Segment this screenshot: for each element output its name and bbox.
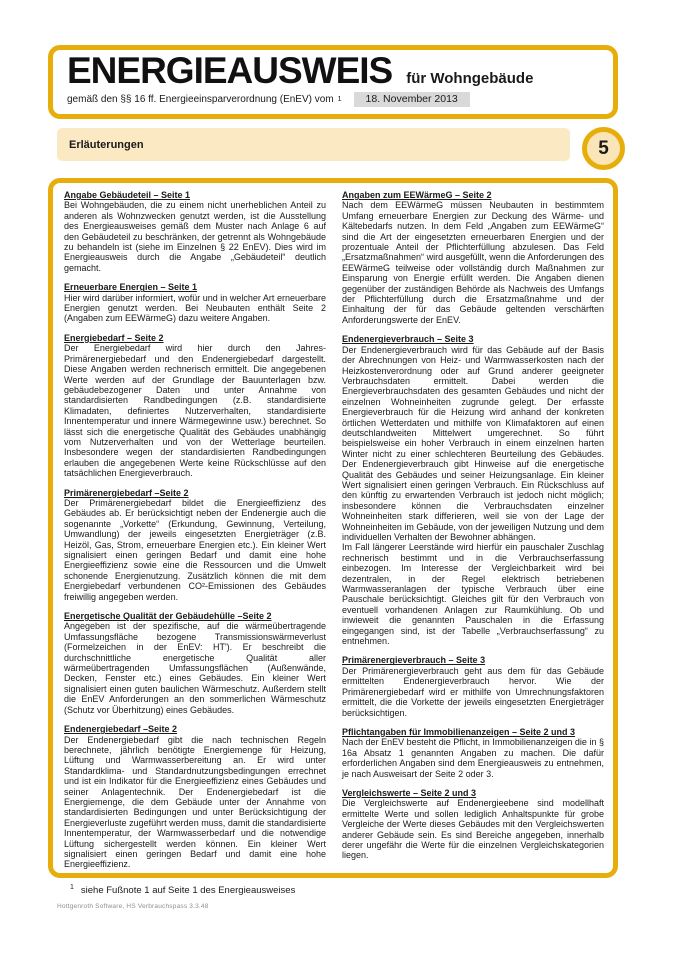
section-energiebedarf [64,333,326,479]
section-body: Der Endenergiebedarf gibt die nach technischen Regeln berechnete, jährlich benötigte Energiemenge für Heizung, Lüftung und Warmwasserbereitung an. Er wird unter Standardklima- und Standardnutzungsbedingungen errechnet und ist ein Indikator für die Energieeffizienz eines Gebäudes und seiner Anlagentechnik. Der Endenergiebedarf ist die Energiemenge, die dem Gebäude unter der Annahme von standardisierten Bedingungen und unter Berücksichtigung der Energieverluste zugeführt werden muss, damit die standardisierte Innentemperatur, der Warmwasserbedarf und die notwendige Lüftung sichergestellt werden können. Ein kleiner Wert signalisiert einen geringen Bedarf und damit eine hohe Energieeffizienz. [64,734,326,870]
section-body: Der Endenergieverbrauch wird für das Gebäude auf der Basis der Abrechnungen von Heiz- und Warmwasserkosten nach der Heizkostenverordnung oder auf Grund anderer geeigneter Verbrauchsdaten ermittelt. Dabei werden die Energieverbrauchsdaten des gesamten Gebäudes und nicht der einzelnen Wohneinheiten zugrunde gelegt. Der erfasste Energieverbrauch für die Heizung wird anhand der konkreten örtlichen Wetterdaten und mithilfe von Klimafaktoren auf einen deutschlandweiten Mittelwert umgerechnet. So führt beispielsweise ein hoher Verbrauch in einem einzelnen harten Winter nicht zu einer schlechteren Beurteilung des Gebäudes. Der Endenergieverbrauch gibt Hinweise auf die energetische Qualität des Gebäudes und seiner Heizungsanlage. Ein kleiner Wert signalisiert einen geringen Verbrauch. Ein Rückschluss auf den künftig zu erwartenden Verbrauch ist jedoch nicht möglich; insbesondere können die Verbrauchsdaten einzelner Wohneinheiten stark differieren, weil sie von der Lage der Wohneinheiten im Gebäude, von der jeweiligen Nutzung und dem individuellen Verhalten der Bewohner abhängen. [342,344,605,542]
section-heading: Erneuerbare Energien – Seite 1 [64,282,198,293]
page-number-badge [582,127,625,170]
section-heading: Primärenergiebedarf –Seite 2 [64,487,189,498]
explanations-box [48,178,618,878]
section-vergleichswerte [342,788,604,861]
law-footnote-marker: 1 [337,95,342,103]
section-body: Hier wird darüber informiert, wofür und in welcher Art erneuerbare Energien genutzt werden. Bei Neubauten enthält Seite 2 (Angaben zum EEWärmeG) dazu weitere Angaben. [64,292,326,324]
section-heading: Energetische Qualität der Gebäudehülle –Seite 2 [64,611,272,622]
section-endenergiebedarf [64,724,326,870]
footnote-text: siehe Fußnote 1 auf Seite 1 des Energieausweises [80,885,296,897]
section-erneuerbare-energien [64,282,326,324]
section-pflichtangaben [342,727,604,779]
section-body: Nach dem EEWärmeG müssen Neubauten in bestimmtem Umfang erneuerbare Energien zur Deckung des Wärme- und Kältebedarfs nutzen. In dem Feld „Angaben zum EEWärmeG“ sind die Art der eingesetzten erneuerbaren Energien und der prozentuale Anteil der Pflichterfüllung abzulesen. Das Feld „Ersatzmaßnahmen“ wird ausgefüllt, wenn die Anforderungen des EEWärmeG teilweise oder vollständig durch Maßnahmen zur Einsparung von Energie erfüllt werden. Die Angaben dienen gegenüber der zuständigen Behörde als Nachweis des Umfangs der Pflichterfüllung durch die Ersatzmaßnahme und der Einhaltung der für das Gebäude geltenden verschärften Anforderungswerte der EnEV. [342,200,604,325]
section-heading: Pflichtangaben für Immobilienanzeigen – Seite 2 und 3 [342,726,576,737]
law-reference-text: gemäß den §§ 16 ff. Energieeinsparverordnung (EnEV) vom [67,93,334,105]
section-body: Angegeben ist der spezifische, auf die wärmeübertragende Umfassungsfläche bezogene Transmissionswärmeverlust (Formelzeichen in der EnEV: HT'). Er beschreibt die durchschnittliche energetische Qualität aller wärmeübertragenden Umfassungsflächen (Außenwände, Decken, Fenster etc.) eines Gebäudes. Ein kleiner Wert signalisiert einen guten baulichen Wärmeschutz. Außerdem stellt die EnEV Anforderungen an den sommerlichen Wärmeschutz (Schutz vor Überhitzung) eines Gebäudes. [64,621,326,715]
section-primaerenergieverbrauch [342,655,604,717]
section-body: Bei Wohngebäuden, die zu einem nicht unerheblichen Anteil zu anderen als Wohnzwecken genutzt werden, ist die Ausstellung des Energieausweises gemäß dem Muster nach Anlage 6 auf den Gebäudeteil zu beschränken, der getrennt als Wohngebäude zu behandeln ist (siehe im Einzelnen § 22 EnEV). Dies wird im Energieausweis durch die Angabe „Gebäudeteil“ deutlich gemacht. [64,200,326,273]
document-title: ENERGIEAUSWEIS [67,50,393,91]
software-credit: Hottgenroth Software, HS Verbrauchspass 3.3.48 [57,903,209,910]
left-column [64,190,326,878]
enev-date-field: 18. November 2013 [354,92,470,107]
section-heading: Angaben zum EEWärmeG – Seite 2 [342,190,492,200]
section-body: Die Vergleichswerte auf Endenergieebene sind modellhaft ermittelte Werte und sollen lediglich Anhaltspunkte für grobe Vergleiche der Werte dieses Gebäudes mit den Vergleichswerten anderer Gebäude sein. Es sind Bereiche angegeben, innerhalb derer ungefähr die Werte für die einzelnen Vergleichskategorien liegen. [342,798,604,861]
building-type-label: für Wohngebäude [406,70,534,87]
section-heading: Endenergieverbrauch – Seite 3 [342,334,474,345]
section-heading: Vergleichswerte – Seite 2 und 3 [342,787,477,798]
section-body: Der Primärenergiebedarf bildet die Energieeffizienz des Gebäudes ab. Er berücksichtigt neben der Endenergie auch die sogenannte „Vorkette“ (Erkundung, Gewinnung, Verteilung, Umwandlung) der jeweils eingesetzten Energieträger (z.B. Heizöl, Gas, Strom, erneuerbare Energien etc.). Ein kleiner Wert signalisiert einen geringen Bedarf und damit eine hohe Energieeffizienz sowie eine die Ressourcen und die Umwelt schonende Energienutzung. Zusätzlich können die mit dem Energiebedarf verbundenen CO²-Emissionen des Gebäudes freiwillig angegeben werden. [64,497,326,602]
section-body: Der Primärenergieverbrauch geht aus dem für das Gebäude ermittelten Endenergieverbrauch hervor. Wie der Primärenergiebedarf wird er mithilfe von Umrechnungsfaktoren ermittelt, die die Vorkette der jeweils eingesetzten Energieträger berücksichtigen. [342,665,604,718]
section-heading: Endenergiebedarf –Seite 2 [64,724,178,735]
section-angabe-gebaeudeteil [64,190,326,273]
section-body: Nach der EnEV besteht die Pflicht, in Immobilienanzeigen die in § 16a Absatz 1 genannten Angaben zu machen. Die dafür erforderlichen Angaben sind dem Energieausweis zu entnehmen, je nach Ausweisart der Seite 2 oder 3. [342,737,604,779]
page-number: 5 [598,137,609,159]
section-qualitaet-gebaeudehuelle [64,611,326,715]
section-title-band [57,128,570,161]
section-eewaermeg [342,190,604,325]
section-heading: Primärenergieverbrauch – Seite 3 [342,655,486,666]
section-heading: Angabe Gebäudeteil – Seite 1 [64,190,191,200]
page-footnote [70,884,295,896]
right-column [342,190,604,878]
footnote-marker: 1 [70,884,74,891]
section-body-continued: Im Fall längerer Leerstände wird hierfür ein pauschaler Zuschlag rechnerisch bestimmt und in die Verbrauchserfassung einbezogen. Im Interesse der Vergleichbarkeit wird bei dezentralen, in der Regel elektrisch betriebenen Warmwasseranlagen der typische Verbrauch über eine Pauschale berücksichtigt. Gleiches gilt für den Verbrauch von eventuell vorhandenen Anlagen zur Raumkühlung. Ob und inwieweit die genannten Pauschalen in die Erfassung eingegangen sind, ist der Tabelle „Verbrauchserfassung“ zu entnehmen. [342,542,604,647]
section-title: Erläuterungen [69,138,144,151]
section-endenergieverbrauch [342,334,604,646]
section-primaerenergiebedarf [64,488,326,602]
section-body: Der Energiebedarf wird hier durch den Jahres-Primärenergiebedarf und den Endenergiebedarf dargestellt. Diese Angaben werden rechnerisch ermittelt. Die angegebenen Werte werden auf der Grundlage der Bauunterlagen bzw. gebäudebezogener Daten und unter Annahme von standardisierten Randbedingungen (z.B. standardisierte Klimadaten, definiertes Nutzerverhalten, standardisierte Innentemperatur und innere Wärmegewinne usw.) berechnet. So lässt sich die energetische Qualität des Gebäudes unabhängig vom Nutzerverhalten und von der Wetterlage beurteilen. Insbesondere wegen der standardisierten Randbedingungen erlauben die angegebenen Werte keine Rückschlüsse auf den tatsächlichen Energieverbrauch. [64,343,326,479]
document-header [48,45,618,119]
section-heading: Energiebedarf – Seite 2 [64,332,164,343]
